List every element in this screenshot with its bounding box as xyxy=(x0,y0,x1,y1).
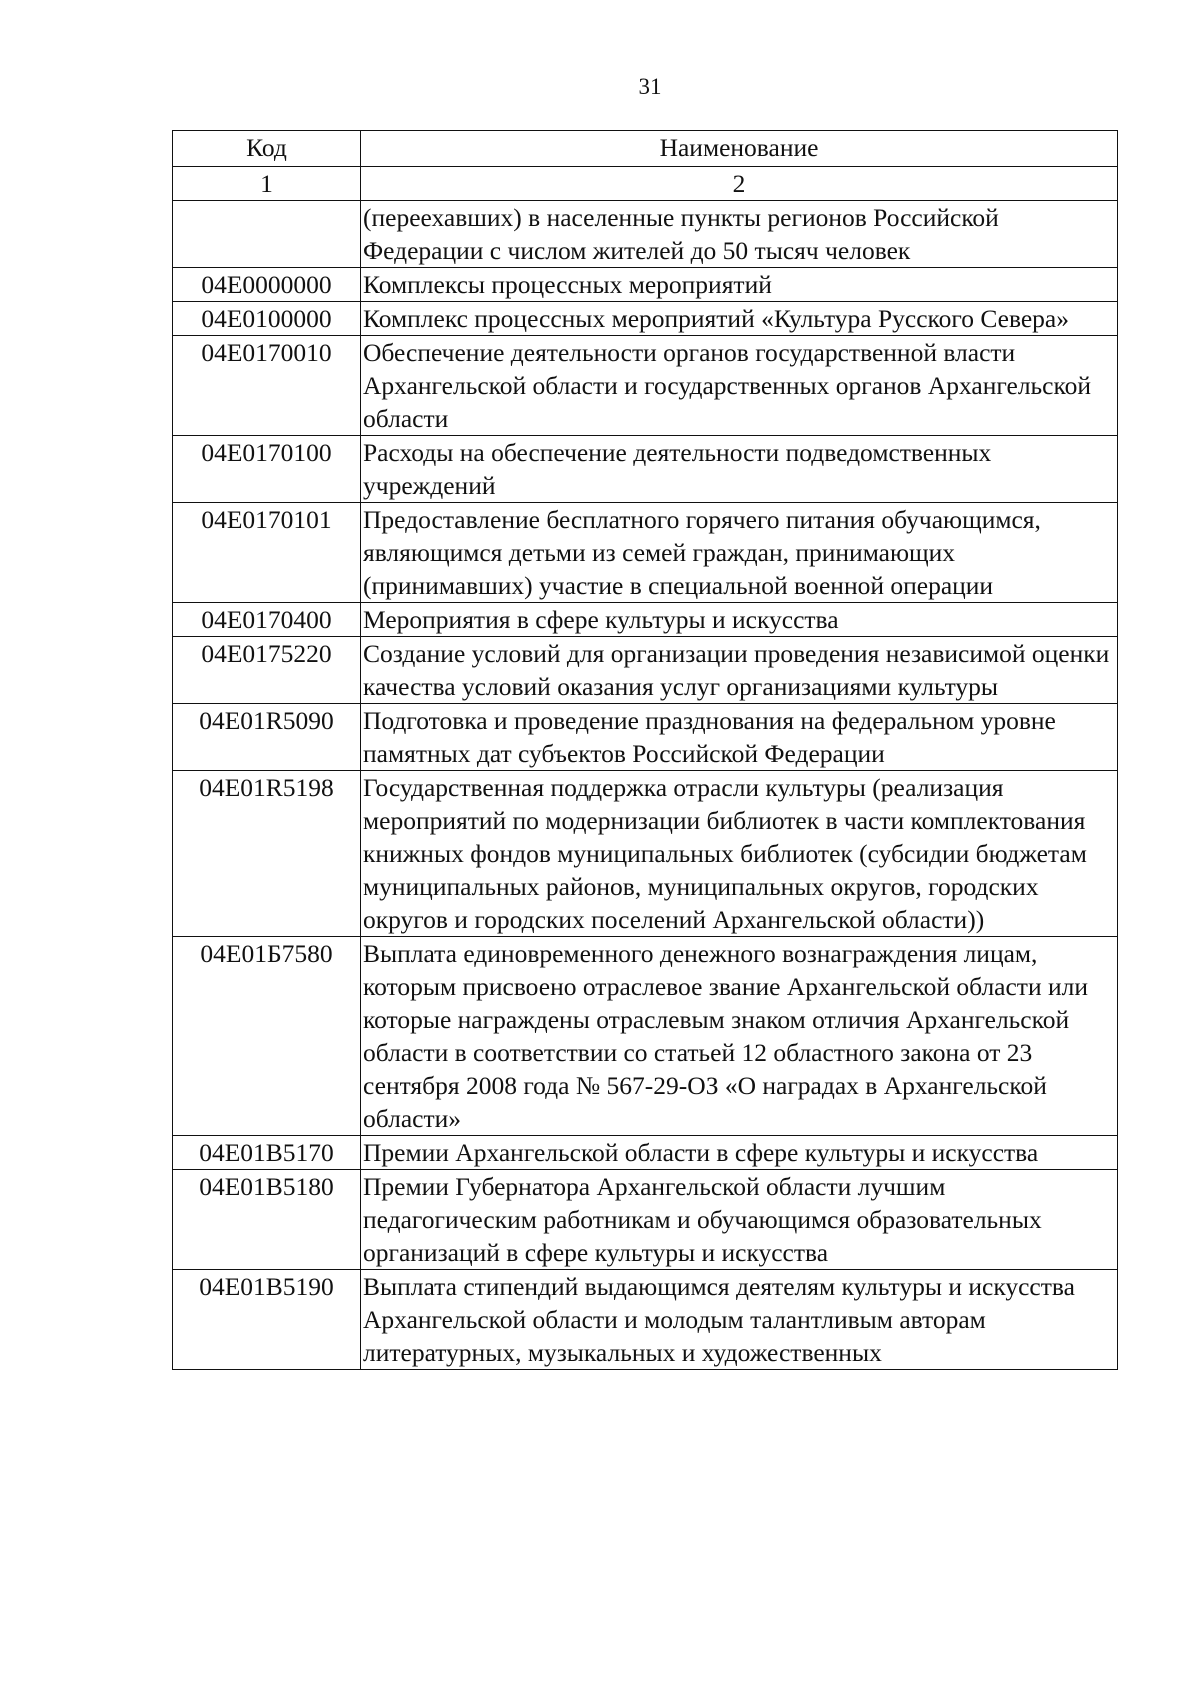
row-name: Мероприятия в сфере культуры и искусства xyxy=(361,603,1118,637)
table-row xyxy=(173,201,1118,268)
row-name: Создание условий для организации проведения независимой оценки качества условий оказания услуг организациями культуры xyxy=(361,637,1118,704)
table-row xyxy=(173,704,1118,771)
table-row xyxy=(173,336,1118,436)
table-row xyxy=(173,1270,1118,1370)
page-number: 31 xyxy=(638,74,662,99)
table-row xyxy=(173,1170,1118,1270)
table-row xyxy=(173,268,1118,302)
row-code: 04Е0170010 xyxy=(173,336,361,436)
row-code xyxy=(173,201,361,268)
table-row xyxy=(173,302,1118,336)
row-name: Выплата стипендий выдающимся деятелям культуры и искусства Архангельской области и молодым талантливым авторам литературных, музыкальных и художественных xyxy=(361,1270,1118,1370)
row-code: 04Е0170101 xyxy=(173,503,361,603)
header-code: Код xyxy=(173,131,361,167)
row-name: Подготовка и проведение празднования на федеральном уровне памятных дат субъектов Российской Федерации xyxy=(361,704,1118,771)
table-row xyxy=(173,503,1118,603)
row-code: 04Е01В5190 xyxy=(173,1270,361,1370)
table-row xyxy=(173,937,1118,1136)
budget-codes-table xyxy=(172,130,1118,1370)
row-name: Государственная поддержка отрасли культуры (реализация мероприятий по модернизации библиотек в части комплектования книжных фондов муниципальных библиотек (субсидии бюджетам муниципальных районов, муниципальных округов, городских округов и городских поселений Архангельской области)) xyxy=(361,771,1118,937)
table-row xyxy=(173,637,1118,704)
row-name: Предоставление бесплатного горячего питания обучающимся, являющимся детьми из семей граждан, принимающих (принимавших) участие в специальной военной операции xyxy=(361,503,1118,603)
row-code: 04Е0175220 xyxy=(173,637,361,704)
row-name: Выплата единовременного денежного вознаграждения лицам, которым присвоено отраслевое звание Архангельской области или которые награждены отраслевым знаком отличия Архангельской области в соответствии со статьей 12 областного закона от 23 сентября 2008 года № 567-29-ОЗ «О наградах в Архангельской области» xyxy=(361,937,1118,1136)
row-code: 04Е01R5090 xyxy=(173,704,361,771)
row-code: 04Е01В5170 xyxy=(173,1136,361,1170)
row-code: 04Е0170400 xyxy=(173,603,361,637)
table-row xyxy=(173,771,1118,937)
column-number-row xyxy=(173,167,1118,201)
table-row xyxy=(173,1136,1118,1170)
row-code: 04Е01R5198 xyxy=(173,771,361,937)
header-row xyxy=(173,131,1118,167)
row-name: Премии Губернатора Архангельской области лучшим педагогическим работникам и обучающимся образовательных организаций в сфере культуры и искусства xyxy=(361,1170,1118,1270)
header-name: Наименование xyxy=(361,131,1118,167)
row-name: (переехавших) в населенные пункты регионов Российской Федерации с числом жителей до 50 тысяч человек xyxy=(361,201,1118,268)
table-row xyxy=(173,436,1118,503)
row-name: Расходы на обеспечение деятельности подведомственных учреждений xyxy=(361,436,1118,503)
column-number-1: 1 xyxy=(173,167,361,201)
column-number-2: 2 xyxy=(361,167,1118,201)
row-code: 04Е0100000 xyxy=(173,302,361,336)
row-name: Комплексы процессных мероприятий xyxy=(361,268,1118,302)
row-code: 04Е0000000 xyxy=(173,268,361,302)
row-code: 04Е01Б7580 xyxy=(173,937,361,1136)
table-row xyxy=(173,603,1118,637)
row-code: 04Е0170100 xyxy=(173,436,361,503)
row-name: Комплекс процессных мероприятий «Культура Русского Севера» xyxy=(361,302,1118,336)
row-name: Премии Архангельской области в сфере культуры и искусства xyxy=(361,1136,1118,1170)
row-name: Обеспечение деятельности органов государственной власти Архангельской области и государственных органов Архангельской области xyxy=(361,336,1118,436)
row-code: 04Е01В5180 xyxy=(173,1170,361,1270)
